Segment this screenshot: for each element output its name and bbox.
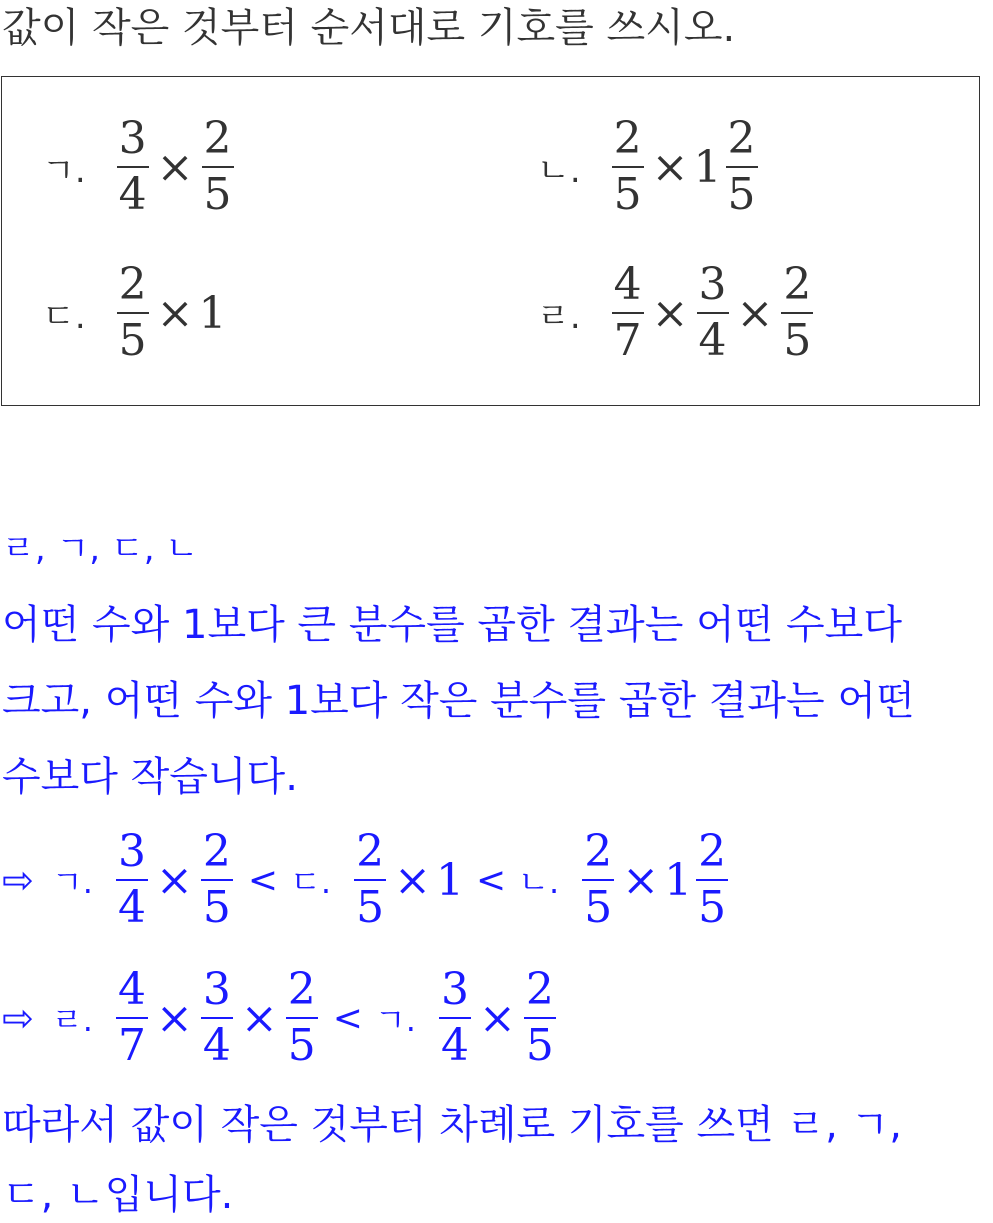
times-sign: × xyxy=(651,141,689,193)
math-expression xyxy=(114,261,227,365)
fraction-bar xyxy=(524,1017,556,1019)
numerator: 2 xyxy=(584,826,613,877)
denominator: 5 xyxy=(525,1020,554,1071)
denominator: 4 xyxy=(117,882,146,933)
times-sign: × xyxy=(155,854,193,906)
option-label: ㄴ. xyxy=(537,150,581,191)
fraction-bar xyxy=(201,1017,233,1019)
numerator: 4 xyxy=(613,259,642,310)
fraction xyxy=(354,828,386,932)
fraction-bar xyxy=(781,312,813,314)
fraction-bar xyxy=(612,166,644,168)
denominator: 5 xyxy=(356,882,385,933)
numerator: 2 xyxy=(356,826,385,877)
denominator: 5 xyxy=(287,1020,316,1071)
fraction xyxy=(117,115,149,219)
options-box xyxy=(1,76,980,406)
fraction xyxy=(201,966,233,1070)
fraction xyxy=(582,828,614,932)
denominator: 5 xyxy=(584,882,613,933)
fraction-bar xyxy=(286,1017,318,1019)
numerator: 2 xyxy=(613,113,642,164)
denominator: 5 xyxy=(613,169,642,220)
denominator: 4 xyxy=(118,169,147,220)
fraction-bar xyxy=(697,312,729,314)
fraction-bar xyxy=(439,1017,471,1019)
explanation-line-3: 수보다 작습니다. xyxy=(2,754,298,800)
conclusion-line-1: 따라서 값이 작은 것부터 차례로 기호를 쓰면 ㄹ, ㄱ, xyxy=(2,1102,902,1148)
numerator: 2 xyxy=(203,113,232,164)
compare-label: ㄱ. xyxy=(51,863,93,901)
option-label: ㄷ. xyxy=(42,296,86,337)
arrow-icon: ⇨ xyxy=(2,858,34,902)
math-expression xyxy=(436,966,559,1070)
fraction-bar xyxy=(201,879,233,881)
numerator: 3 xyxy=(117,826,146,877)
mixed-whole: 1 xyxy=(693,141,722,193)
fraction-bar xyxy=(202,166,234,168)
answer-text: ㄹ, ㄱ, ㄷ, ㄴ xyxy=(2,529,199,569)
comparison-row-1 xyxy=(2,828,731,932)
fraction xyxy=(781,261,813,365)
numerator: 2 xyxy=(202,826,231,877)
denominator: 4 xyxy=(440,1020,469,1071)
less-than-sign: < xyxy=(475,859,507,901)
compare-label: ㄴ. xyxy=(518,863,560,901)
integer-value: 1 xyxy=(198,287,227,339)
fraction-bar xyxy=(612,312,644,314)
numerator: 2 xyxy=(118,259,147,310)
numerator: 4 xyxy=(117,964,146,1015)
numerator: 2 xyxy=(287,964,316,1015)
numerator: 3 xyxy=(118,113,147,164)
denominator: 4 xyxy=(202,1020,231,1071)
numerator: 3 xyxy=(440,964,469,1015)
fraction-bar xyxy=(116,1017,148,1019)
option-b xyxy=(537,115,761,219)
math-expression xyxy=(113,828,236,932)
math-expression xyxy=(114,115,237,219)
option-c xyxy=(42,261,227,365)
fraction xyxy=(696,828,728,932)
fraction-bar xyxy=(117,312,149,314)
denominator: 7 xyxy=(117,1020,146,1071)
fraction-bar xyxy=(726,166,758,168)
option-label: ㄱ. xyxy=(42,150,86,191)
comparison-row-2 xyxy=(2,966,559,1070)
denominator: 5 xyxy=(783,315,812,366)
fraction xyxy=(117,261,149,365)
fraction-bar xyxy=(116,879,148,881)
fraction xyxy=(201,828,233,932)
fraction xyxy=(697,261,729,365)
conclusion-line-2: ㄷ, ㄴ입니다. xyxy=(2,1172,234,1218)
numerator: 3 xyxy=(698,259,727,310)
compare-label: ㄷ. xyxy=(289,863,332,901)
times-sign: × xyxy=(156,141,194,193)
math-expression xyxy=(113,966,321,1070)
denominator: 5 xyxy=(203,169,232,220)
math-expression xyxy=(579,828,731,932)
fraction xyxy=(286,966,318,1070)
fraction-bar xyxy=(582,879,614,881)
fraction xyxy=(612,261,644,365)
times-sign: × xyxy=(155,992,193,1044)
less-than-sign: < xyxy=(247,859,278,901)
fraction-bar xyxy=(696,879,728,881)
option-label: ㄹ. xyxy=(537,296,581,337)
explanation-line-2: 크고, 어떤 수와 1보다 작은 분수를 곱한 결과는 어떤 xyxy=(2,678,915,724)
times-sign: × xyxy=(240,992,278,1044)
explanation-line-1: 어떤 수와 1보다 큰 분수를 곱한 결과는 어떤 수보다 xyxy=(2,602,902,648)
fraction xyxy=(439,966,471,1070)
integer-value: 1 xyxy=(435,854,464,906)
compare-label: ㄹ. xyxy=(51,1001,93,1039)
denominator: 5 xyxy=(727,169,756,220)
arrow-icon: ⇨ xyxy=(2,996,34,1040)
fraction xyxy=(524,966,556,1070)
times-sign: × xyxy=(736,287,774,339)
mixed-whole: 1 xyxy=(664,854,693,906)
math-expression xyxy=(609,115,761,219)
denominator: 5 xyxy=(118,315,147,366)
math-expression xyxy=(351,828,464,932)
less-than-sign: < xyxy=(332,997,363,1039)
times-sign: × xyxy=(394,854,431,906)
fraction xyxy=(116,966,148,1070)
numerator: 2 xyxy=(727,113,756,164)
denominator: 5 xyxy=(698,882,727,933)
times-sign: × xyxy=(651,287,689,339)
option-d xyxy=(537,261,816,365)
compare-label: ㄱ. xyxy=(374,1001,416,1039)
fraction xyxy=(202,115,234,219)
times-sign: × xyxy=(478,992,516,1044)
fraction xyxy=(726,115,758,219)
numerator: 2 xyxy=(698,826,727,877)
fraction xyxy=(612,115,644,219)
math-expression xyxy=(609,261,817,365)
times-sign: × xyxy=(156,287,194,339)
numerator: 3 xyxy=(202,964,231,1015)
denominator: 4 xyxy=(698,315,727,366)
option-a xyxy=(42,115,237,219)
fraction-bar xyxy=(354,879,386,881)
question-text: 값이 작은 것부터 순서대로 기호를 쓰시오. xyxy=(2,5,736,51)
numerator: 2 xyxy=(783,259,812,310)
fraction-bar xyxy=(117,166,149,168)
numerator: 2 xyxy=(525,964,554,1015)
denominator: 5 xyxy=(202,882,231,933)
fraction xyxy=(116,828,148,932)
denominator: 7 xyxy=(613,315,642,366)
times-sign: × xyxy=(622,854,660,906)
